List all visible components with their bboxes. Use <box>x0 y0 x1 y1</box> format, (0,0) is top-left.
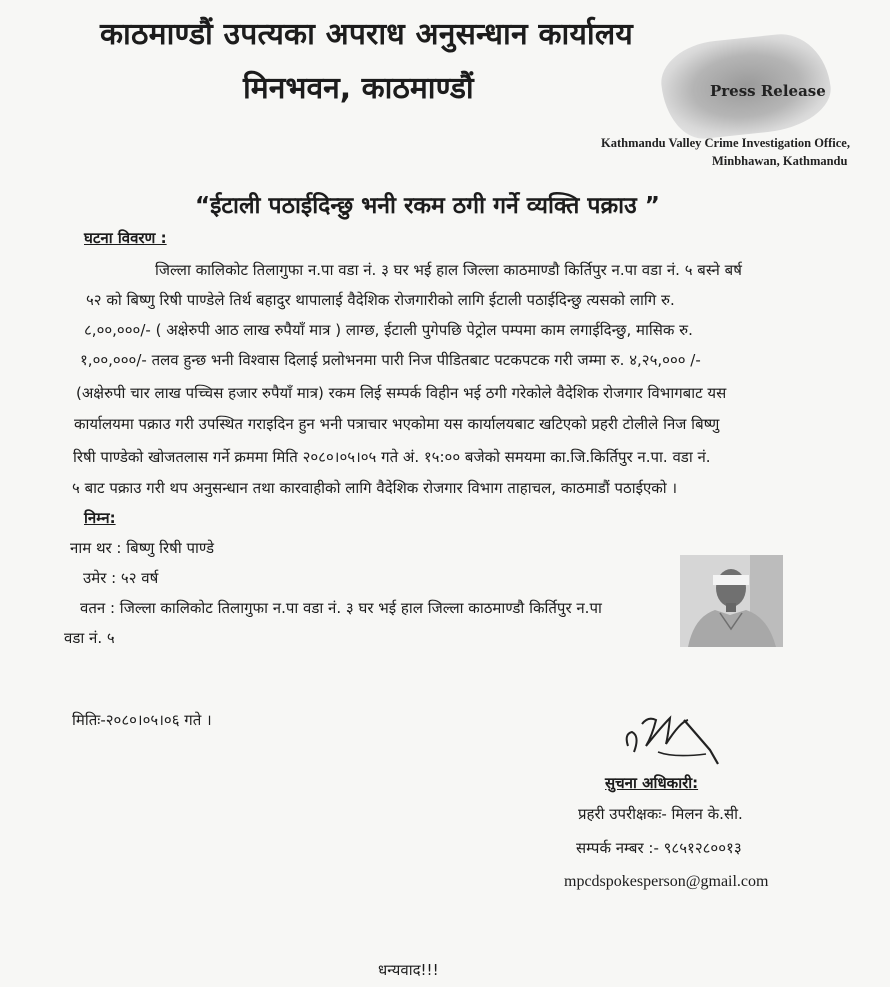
office-location-english: Minbhawan, Kathmandu <box>712 154 848 168</box>
office-name-english: Kathmandu Valley Crime Investigation Office, <box>601 136 850 150</box>
incident-line: (अक्षेरुपी चार लाख पच्चिस हजार रुपैयाँ मात्र) रकम लिई सम्पर्क विहीन भई ठगी गरेकोले वैदेशिक रोजगार विभागबाट यस <box>76 384 727 402</box>
address-line-1: वतन : जिल्ला कालिकोट तिलागुफा न.पा वडा नं. ३ घर भई हाल जिल्ला काठमाण्डौ किर्तिपुर न.पा <box>80 599 602 617</box>
issue-date: मितिः-२०८०।०५।०६ गते । <box>72 711 212 729</box>
handwritten-signature <box>618 706 728 770</box>
contact-number: सम्पर्क नम्बर :- ९८५१२८००१३ <box>576 839 742 857</box>
suspect-photo-image <box>680 555 783 647</box>
press-release-label: Press Release <box>710 82 826 100</box>
suspect-photo <box>680 555 783 647</box>
incident-line: ८,००,०००/- ( अक्षेरुपी आठ लाख रुपैयाँ मात्र ) लाग्छ, ईटाली पुगेपछि पेट्रोल पम्पमा काम लगाईदिन्छु, मासिक रु. <box>84 321 693 339</box>
name-field: नाम थर : बिष्णु रिषी पाण्डे <box>70 539 215 557</box>
incident-label: घटना विवरण : <box>84 229 167 247</box>
details-label: निम्न: <box>84 509 116 527</box>
age-field: उमेर : ५२ वर्ष <box>83 569 159 587</box>
address-line-2: वडा नं. ५ <box>64 629 115 647</box>
incident-line: कार्यालयमा पक्राउ गरी उपस्थित गराइदिन हुन भनी पत्राचार भएकोमा यस कार्यालयबाट खटिएको प्रहरी टोलीले निज बिष्णु <box>74 415 720 433</box>
office-location-nepali: मिनभवन, काठमाण्डौं <box>243 71 474 106</box>
incident-line: १,००,०००/- तलव हुन्छ भनी विश्वास दिलाई प्रलोभनमा पारी निज पीडितबाट पटकपटक गरी जम्मा रु. ४,२५,००० /- <box>80 351 701 369</box>
contact-email: mpcdspokesperson@gmail.com <box>564 873 769 890</box>
incident-line: रिषी पाण्डेको खोजतलास गर्ने क्रममा मिति २०८०।०५।०५ गते अं. १५:०० बजेको समयमा का.जि.किर्तिपुर न.पा. वडा नं. <box>73 448 711 466</box>
incident-line: ५२ को बिष्णु रिषी पाण्डेले तिर्थ बहादुर थापालाई वैदेशिक रोजगारीको लागि ईटाली पठाईदिन्छु त्यसको लागि रु. <box>86 291 675 309</box>
incident-line: ५ बाट पक्राउ गरी थप अनुसन्धान तथा कारवाहीको लागि वैदेशिक रोजगार विभाग ताहाचल, काठमाडौं पठाईएको । <box>72 479 678 497</box>
closing-thanks: धन्यवाद!!! <box>378 961 439 979</box>
office-name-nepali: काठमाण्डौं उपत्यका अपराध अनुसन्धान कार्यालय <box>100 17 633 52</box>
info-officer-title: सुचना अधिकारी: <box>605 774 699 792</box>
headline: “ईटाली पठाईदिन्छु भनी रकम ठगी गर्ने व्यक्ति पक्राउ ” <box>195 193 660 219</box>
officer-name: प्रहरी उपरीक्षकः- मिलन के.सी. <box>578 805 743 823</box>
incident-line: जिल्ला कालिकोट तिलागुफा न.पा वडा नं. ३ घर भई हाल जिल्ला काठमाण्डौ किर्तिपुर न.पा वडा नं. ५ बस्ने बर्ष <box>155 261 742 279</box>
